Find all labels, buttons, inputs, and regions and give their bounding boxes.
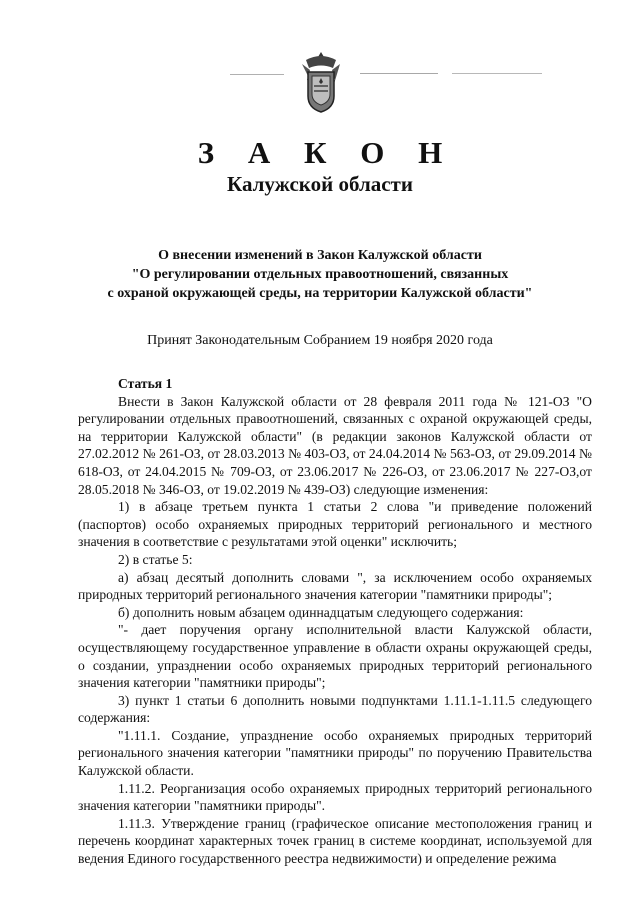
document-subtitle: Калужской области (227, 172, 413, 196)
article-title: Статья 1 (118, 376, 173, 391)
document-title: З А К О Н (197, 135, 456, 170)
body-paragraph: "- дает поручения органу исполнительной власти Калужской области, осуществляющему государственное управление в области охраны окружающей среды, о создании, упразднении особо охраняемых природных территорий регионального значения категории "памятники природы"; (78, 622, 592, 691)
law-heading-line: О внесении изменений в Закон Калужской области (158, 248, 482, 263)
body-paragraph: 3) пункт 1 статьи 6 дополнить новыми подпунктами 1.11.1-1.11.5 следующего содержания: (78, 692, 592, 726)
body-paragraph: 2) в статье 5: (118, 551, 193, 567)
law-heading-line: "О регулировании отдельных правоотношений, связанных (131, 267, 509, 282)
body-paragraph: б) дополнить новым абзацем одиннадцатым следующего содержания: (118, 604, 524, 620)
body-paragraph: 1.11.2. Реорганизация особо охраняемых природных территорий регионального значения категории "памятники природы". (78, 780, 592, 814)
body-paragraph: 1.11.3. Утверждение границ (графическое описание местоположения границ и перечень координат характерных точек границ в системе координат, используемой для ведения Единого государственного реестра недвижимости) и определение режима (78, 815, 592, 867)
body-paragraph: "1.11.1. Создание, упразднение особо охраняемых природных территорий регионального значения категории "памятники природы" по поручению Правительства Калужской области. (78, 727, 592, 779)
law-heading-line: с охраной окружающей среды, на территории Калужской области" (107, 286, 533, 301)
coat-of-arms-icon (300, 50, 342, 114)
body-paragraph: а) абзац десятый дополнить словами ", за исключением особо охраняемых природных территорий регионального значения категории "памятники природы"; (78, 569, 592, 603)
scan-artifact-line (230, 74, 284, 75)
adoption-note: Принят Законодательным Собранием 19 ноября 2020 года (147, 333, 493, 348)
body-paragraph: Внести в Закон Калужской области от 28 февраля 2011 года № 121-ОЗ "О регулировании отдельных правоотношений, связанных с охраной окружающей среды, на территории Калужской области" (в редакции законов Калужской области от 27.02.2012 № 261-ОЗ, от 28.03.2013 № 403-ОЗ, от 24.04.2014 № 563-ОЗ, от 29.09.2014 № 618-ОЗ, от 24.04.2015 № 709-ОЗ, от 23.06.2017 № 226-ОЗ, от 23.06.2017 № 227-ОЗ,от 28.05.2018 № 346-ОЗ, от 19.02.2019 № 439-ОЗ) следующие изменения: (78, 393, 592, 497)
scan-artifact-line (452, 73, 542, 74)
scan-artifact-line (360, 73, 438, 74)
body-paragraph: 1) в абзаце третьем пункта 1 статьи 2 слова "и приведение положений (паспортов) особо охраняемых природных территорий регионального и местного значения в соответствие с результатами этой оценки" исключить; (78, 499, 592, 550)
law-heading (80, 246, 560, 303)
document-body (78, 375, 592, 868)
